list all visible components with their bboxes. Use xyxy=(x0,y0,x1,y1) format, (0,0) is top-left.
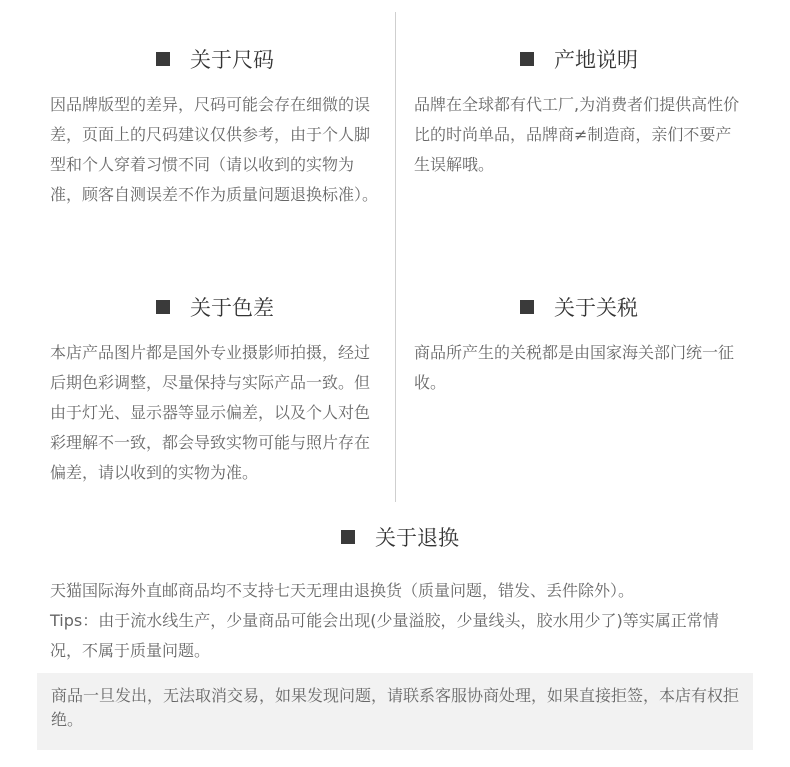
origin-section xyxy=(414,44,744,180)
size-heading xyxy=(50,44,380,74)
notice-text: 商品一旦发出，无法取消交易，如果发现问题，请联系客服协商处理，如果直接拒签，本店有权拒绝。 xyxy=(51,686,740,729)
size-section xyxy=(50,44,380,210)
square-bullet-icon xyxy=(341,530,355,544)
notice-box xyxy=(37,673,753,750)
returns-section xyxy=(50,522,750,666)
tax-heading xyxy=(414,292,744,322)
square-bullet-icon xyxy=(520,52,534,66)
tax-body: 商品所产生的关税都是由国家海关部门统一征收。 xyxy=(414,343,735,392)
square-bullet-icon xyxy=(156,300,170,314)
origin-heading-text: 产地说明 xyxy=(554,48,638,72)
color-heading-text: 关于色差 xyxy=(190,296,274,320)
column-divider xyxy=(395,12,396,502)
tax-heading-text: 关于关税 xyxy=(554,296,638,320)
square-bullet-icon xyxy=(156,52,170,66)
size-heading-text: 关于尺码 xyxy=(190,48,274,72)
square-bullet-icon xyxy=(520,300,534,314)
returns-policy-text: 天猫国际海外直邮商品均不支持七天无理由退换货（质量问题，错发、丢件除外）。 xyxy=(50,581,635,600)
tax-section xyxy=(414,292,744,398)
returns-heading-text: 关于退换 xyxy=(375,526,459,550)
color-section xyxy=(50,292,380,488)
returns-heading xyxy=(50,522,750,552)
returns-tips-text: Tips：由于流水线生产，少量商品可能会出现(少量溢胶，少量线头，胶水用少了)等实属正常情况，不属于质量问题。 xyxy=(50,611,719,660)
origin-heading xyxy=(414,44,744,74)
origin-body: 品牌在全球都有代工厂,为消费者们提供高性价比的时尚单品，品牌商≠制造商，亲们不要产生误解哦。 xyxy=(414,95,740,174)
color-body: 本店产品图片都是国外专业摄影师拍摄，经过后期色彩调整，尽量保持与实际产品一致。但由于灯光、显示器等显示偏差，以及个人对色彩理解不一致，都会导致实物可能与照片存在偏差，请以收到的实物为准。 xyxy=(50,343,371,482)
size-body: 因品牌版型的差异，尺码可能会存在细微的误差，页面上的尺码建议仅供参考，由于个人脚型和个人穿着习惯不同（请以收到的实物为准，顾客自测误差不作为质量问题退换标准）。 xyxy=(50,95,379,204)
color-heading xyxy=(50,292,380,322)
